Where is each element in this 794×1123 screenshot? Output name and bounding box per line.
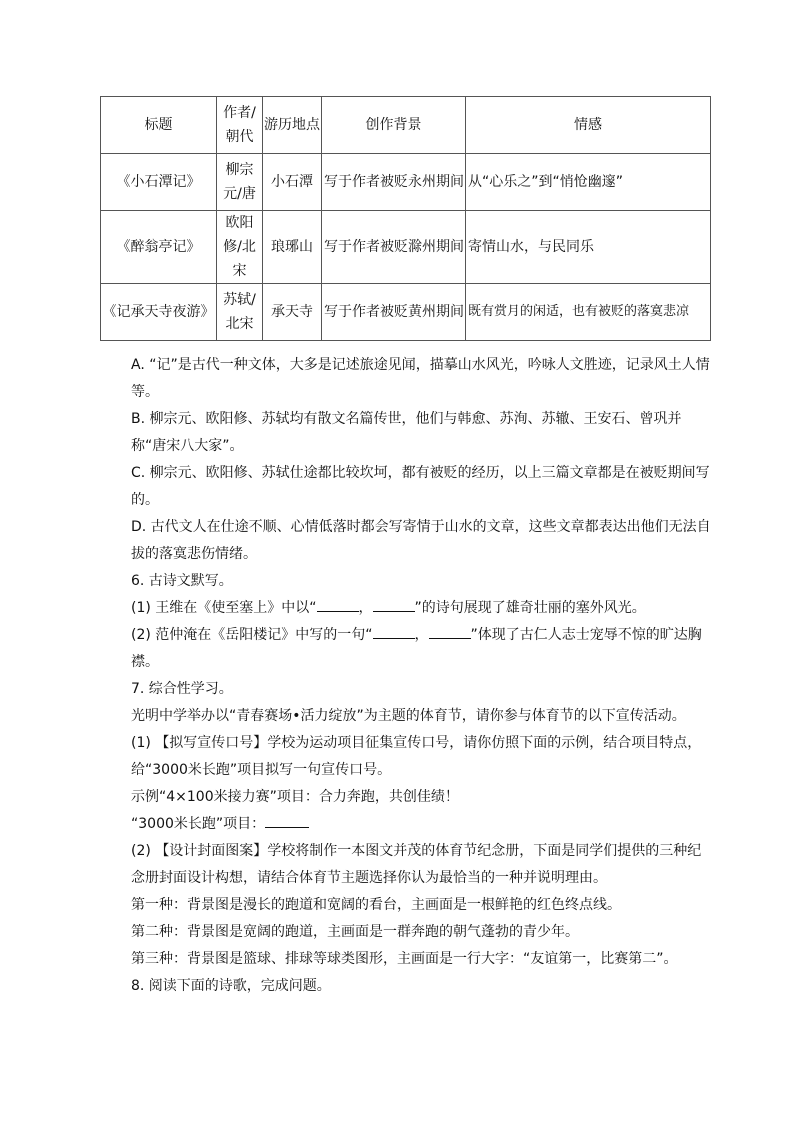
q6-2-after: ”体现了古仁人志士宠辱不惊的旷达胸襟。 <box>131 627 702 670</box>
design-option-2: 第二种：背景图是宽阔的跑道，主画面是一群奔跑的朝气蓬勃的青少年。 <box>131 924 579 940</box>
cell-background: 写于作者被贬永州期间 <box>322 154 466 211</box>
cell-title: 《小石潭记》 <box>101 154 217 211</box>
q6-1-after: ”的诗句展现了雄奇壮丽的塞外风光。 <box>414 600 646 616</box>
cell-title: 《记承天寺夜游》 <box>101 284 217 341</box>
question-7-intro: 光明中学举办以“青春赛场•活力绽放”为主题的体育节，请你参与体育节的以下宣传活动。 <box>131 708 686 724</box>
table-header-row <box>101 97 711 154</box>
question-8-title: 8. 阅读下面的诗歌，完成问题。 <box>131 978 331 994</box>
question-6-title: 6. 古诗文默写。 <box>131 573 233 589</box>
cell-background: 写于作者被贬黄州期间 <box>322 284 466 341</box>
question-7-task-2: (2) 【设计封面图案】学校将制作一本图文并茂的体育节纪念册，下面是同学们提供的三种纪念册封面设计构想，请结合体育节主题选择你认为最恰当的一种并说明理由。 <box>131 843 702 886</box>
table-row <box>101 211 711 284</box>
header-author-dynasty: 作者/朝代 <box>217 97 263 154</box>
header-title: 标题 <box>101 97 217 154</box>
question-6-part-1 <box>131 595 711 622</box>
question-6-part-2 <box>131 622 711 676</box>
cell-location: 琅琊山 <box>263 211 322 284</box>
option-c: C. 柳宗元、欧阳修、苏轼仕途都比较坎坷，都有被贬的经历，以上三篇文章都是在被贬期间写的。 <box>131 465 710 508</box>
option-b: B. 柳宗元、欧阳修、苏轼均有散文名篇传世，他们与韩愈、苏洵、苏辙、王安石、曾巩并称“唐宋八大家”。 <box>131 411 682 454</box>
cell-author: 苏轼/北宋 <box>217 284 263 341</box>
option-a: A. “记”是古代一种文体，大多是记述旅途见闻，描摹山水风光，吟咏人文胜迹，记录风土人情等。 <box>131 357 710 400</box>
header-background: 创作背景 <box>322 97 466 154</box>
answer-blank[interactable] <box>373 595 415 612</box>
cell-emotion: 寄情山水，与民同乐 <box>466 211 711 284</box>
answer-blank[interactable] <box>373 622 415 639</box>
table-row <box>101 284 711 341</box>
question-7-title: 7. 综合性学习。 <box>131 681 233 697</box>
question-7-answer-line <box>131 811 711 838</box>
essays-info-table <box>100 96 711 341</box>
cell-location: 小石潭 <box>263 154 322 211</box>
q6-1-before: (1) 王维在《使至塞上》中以“ <box>131 600 317 616</box>
question-7-task-1: (1) 【拟写宣传口号】学校为运动项目征集宣传口号，请你仿照下面的示例，结合项目特点，给“3000米长跑”项目拟写一句宣传口号。 <box>131 735 702 778</box>
option-d: D. 古代文人在仕途不顺、心情低落时都会写寄情于山水的文章，这些文章都表达出他们无法自拔的落寞悲伤情绪。 <box>131 519 711 562</box>
table-row <box>101 154 711 211</box>
q6-2-before: (2) 范仲淹在《岳阳楼记》中写的一句“ <box>131 627 373 643</box>
design-option-3: 第三种：背景图是篮球、排球等球类图形，主画面是一行大字：“友谊第一，比赛第二”。 <box>131 951 678 967</box>
q6-2-separator: ， <box>414 627 429 643</box>
answer-blank[interactable] <box>317 595 359 612</box>
header-location: 游历地点 <box>263 97 322 154</box>
question-content <box>131 352 711 1000</box>
cell-emotion: 从“心乐之”到“悄怆幽邃” <box>466 154 711 211</box>
design-option-1: 第一种：背景图是漫长的跑道和宽阔的看台，主画面是一根鲜艳的红色终点线。 <box>131 897 621 913</box>
header-emotion: 情感 <box>466 97 711 154</box>
cell-location: 承天寺 <box>263 284 322 341</box>
cell-title: 《醉翁亭记》 <box>101 211 217 284</box>
answer-blank[interactable] <box>429 622 471 639</box>
answer-label: “3000米长跑”项目： <box>131 816 266 832</box>
cell-author: 欧阳修/北宋 <box>217 211 263 284</box>
cell-emotion: 既有赏月的闲适，也有被贬的落寞悲凉 <box>466 284 711 341</box>
cell-background: 写于作者被贬滁州期间 <box>322 211 466 284</box>
answer-blank[interactable] <box>265 811 309 828</box>
question-7-example: 示例“4×100米接力赛”项目：合力奔跑，共创佳绩！ <box>131 789 459 805</box>
q6-1-separator: ， <box>358 600 373 616</box>
cell-author: 柳宗元/唐 <box>217 154 263 211</box>
